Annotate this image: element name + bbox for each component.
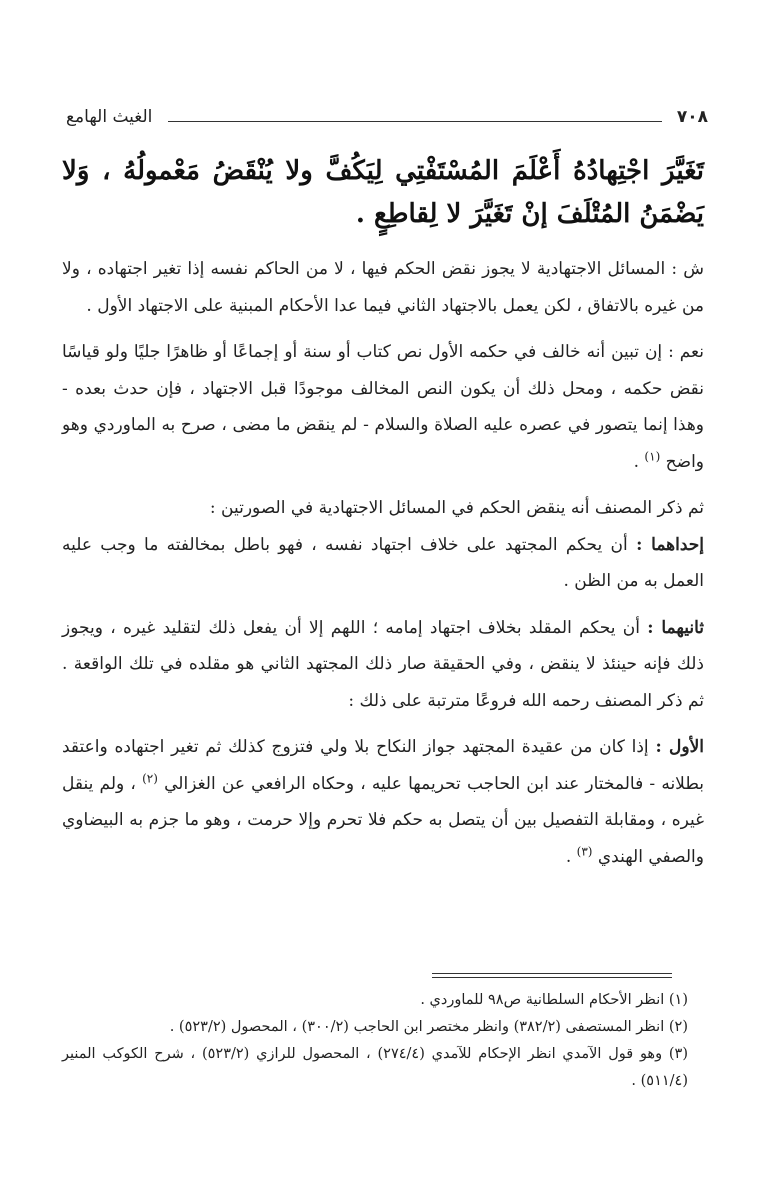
paragraph-2-end: . (633, 451, 645, 472)
page-header (0, 104, 770, 134)
paragraph-5-text-b: ، ولم ينقل غيره ، ومقابلة التفصيل بين أن يتصل به حكم فلا تحرم وإلا حرمت ، وهو ما جزم به البيضاوي والصفي الهندي (62, 773, 704, 867)
paragraph-4-text: أن يحكم المقلد بخلاف اجتهاد إمامه ؛ اللهم إلا أن يفعل ذلك لتقليد غيره ، ويجوز ذلك فإنه حينئذ لا ينقض ، وفي الحقيقة صار ذلك المجتهد الثاني هو مقلده في تلك الواقعة . ثم ذكر المصنف رحمه الله فروعًا مترتبة على ذلك : (62, 617, 704, 711)
paragraph-2 (62, 334, 704, 480)
paragraph-4-label: ثانيهما : (647, 617, 704, 638)
footnote-1: (١) انظر الأحكام السلطانية ص٩٨ للماوردي . (420, 992, 688, 1008)
paragraph-5 (62, 729, 704, 875)
paragraph-3 (62, 490, 704, 600)
paragraph-2-text: نعم : إن تبين أنه خالف في حكمه الأول نص كتاب أو سنة أو إجماعًا أو ظاهرًا جليًا ولو قياسًا نقض حكمه ، ومحل ذلك أن يكون النص المخالف موجودًا قبل الاجتهاد ، فإن حدث بعده - وهذا إنما يتصور في عصره عليه الصلاة والسلام - لم ينقض ما مضى ، صرح به الماوردي وهو واضح (62, 342, 704, 472)
main-text (62, 150, 704, 885)
header-rule (168, 121, 662, 122)
paragraph-5-label: الأول : (655, 737, 704, 757)
paragraph-3-label: إحداهما : (636, 534, 704, 555)
paragraph-5-end: . (565, 846, 577, 867)
footnote-3: (٣) وهو قول الآمدي انظر الإحكام للآمدي (٢٧٤/٤) ، المحصول للرازي (٥٢٣/٢) ، شرح الكوكب المنير (٥١١/٤) . (62, 1046, 688, 1089)
paragraph-5-text-a: إذا كان من عقيدة المجتهد جواز النكاح بلا ولي فتزوج كذلك ثم تغير اجتهاده واعتقد بطلانه - فالمختار عند ابن الحاجب تحريمها عليه ، وحكاه الرافعي عن الغزالي (62, 737, 704, 794)
paragraph-3-text: أن يحكم المجتهد على خلاف اجتهاد نفسه ، فهو باطل بمخالفته ما وجب عليه العمل به من الظن . (62, 534, 704, 591)
footnote-ref-3[interactable]: (٣) (576, 843, 593, 858)
lead-text: تَغَيَّرَ اجْتِهادُهُ أَعْلَمَ المُسْتَفْتِي لِيَكُفَّ ولا يُنْقَضُ مَعْمولُهُ ، وَلا يَضْمَنُ المُتْلَفَ إنْ تَغَيَّرَ لا لِقاطِعٍ . (62, 156, 704, 229)
footnote-2: (٢) انظر المستصفى (٣٨٢/٢) وانظر مختصر ابن الحاجب (٣٠٠/٢) ، المحصول (٥٢٣/٢) . (169, 1019, 688, 1035)
footnote-ref-1[interactable]: (١) (644, 448, 661, 463)
footnotes (62, 987, 688, 1095)
running-title: الغيث الهامع (66, 107, 153, 127)
paragraph-1: ش : المسائل الاجتهادية لا يجوز نقض الحكم فيها ، لا من الحاكم نفسه إذا تغير اجتهاده ، ولا من غيره بالاتفاق ، لكن يعمل بالاجتهاد الثاني فيما عدا الأحكام المبنية على الاجتهاد الأول . (62, 259, 704, 316)
paragraph-4 (62, 610, 704, 720)
footnote-ref-2[interactable]: (٢) (142, 770, 158, 785)
page-number: ٧٠٨ (676, 107, 708, 127)
footnote-separator (432, 973, 672, 978)
paragraph-3-intro: ثم ذكر المصنف أنه ينقض الحكم في المسائل الاجتهادية في الصورتين : (209, 498, 704, 518)
